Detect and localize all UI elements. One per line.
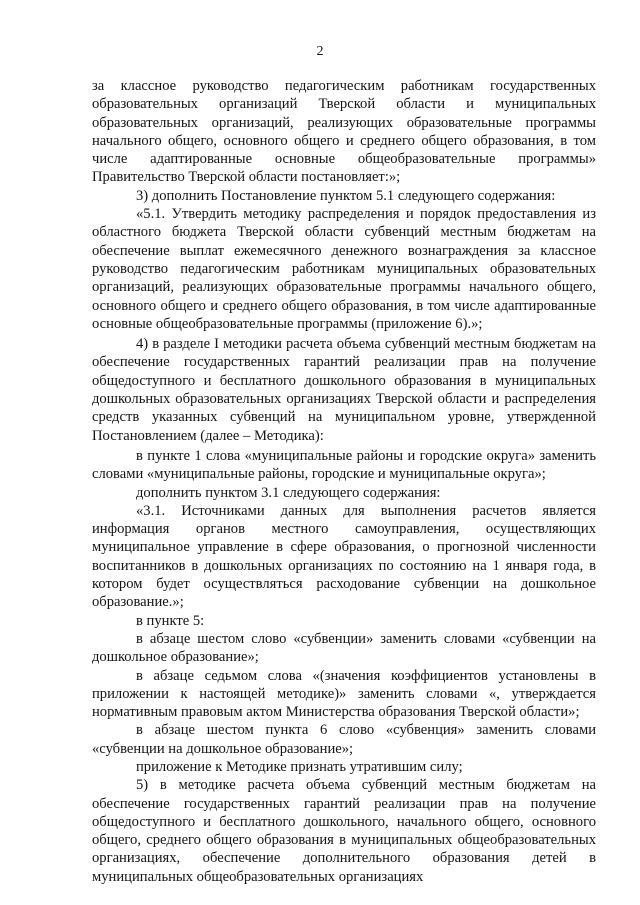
paragraph-intro-continuation: за классное руководство педагогическим работникам государственных образовательных организаций Тверской области и муниципальных образовательных организаций, реализующих образовательные программы начального общего, основного общего и среднего общего образования, в том числе адаптированные основные общеобразовательные программы» Правительство Тверской области постановляет:»; <box>92 78 596 186</box>
document-body <box>92 77 596 886</box>
paragraph-item-4: 4) в разделе I методики расчета объема субвенций местным бюджетам на обеспечение государственных гарантий реализации прав на получение общедоступного и бесплатного дошкольного образования в муниципальных дошкольных образовательных организациях Тверской области и распределения средств указанных субвенций на муниципальном уровне, утвержденной Постановлением (далее – Методика): <box>92 336 596 444</box>
paragraph-item-5-1: «5.1. Утвердить методику распределения и порядок предоставления из областного бюджета Тверской области субвенций местным бюджетам на обеспечение выплат ежемесячного денежного вознаграждения за классное руководство педагогическим работникам муниципальных образовательных организаций, реализующих образовательные программы начального общего, основного общего и среднего общего образования, в том числе адаптированные основные общеобразовательные программы (приложение 6).»; <box>92 206 596 332</box>
paragraph-abzac-6: в абзаце шестом слово «субвенции» заменить словами «субвенции на дошкольное образование»; <box>92 630 596 666</box>
page-number: 2 <box>316 44 324 59</box>
paragraph-appendix-void: приложение к Методике признать утратившим силу; <box>136 758 463 775</box>
paragraph-item-5: 5) в методике расчета объема субвенций местным бюджетам на обеспечение государственных гарантий реализации прав на получение общедоступного и бесплатного дошкольного, начального общего, основного общего, среднего общего образования в муниципальных общеобразовательных организациях, обеспечение дополнительного образования детей в муниципальных общеобразовательных организациях <box>92 777 596 885</box>
paragraph-point-5: в пункте 5: <box>136 612 205 629</box>
paragraph-point-1-change: в пункте 1 слова «муниципальные районы и городские округа» заменить словами «муниципальные районы, городские и муниципальные округа»; <box>92 447 596 483</box>
paragraph-add-point-3-1: дополнить пунктом 3.1 следующего содержания: <box>136 484 441 501</box>
paragraph-point-6: в абзаце шестом пункта 6 слово «субвенция» заменить словами «субвенции на дошкольное образование»; <box>92 722 596 757</box>
paragraph-point-3-1: «3.1. Источниками данных для выполнения расчетов является информация органов местного самоуправления, осуществляющих муниципальное управление в сфере образования, о прогнозной численности воспитанников в дошкольных организациях по состоянию на 1 января года, в котором будет осуществляться расходование субвенции на дошкольное образование.»; <box>92 502 596 611</box>
paragraph-item-3: 3) дополнить Постановление пунктом 5.1 следующего содержания: <box>136 187 556 204</box>
paragraph-abzac-7: в абзаце седьмом слова «(значения коэффициентов установлены в приложении к настоящей методике)» заменить словами «, утверждается нормативным правовым актом Министерства образования Тверской области»; <box>92 667 596 721</box>
